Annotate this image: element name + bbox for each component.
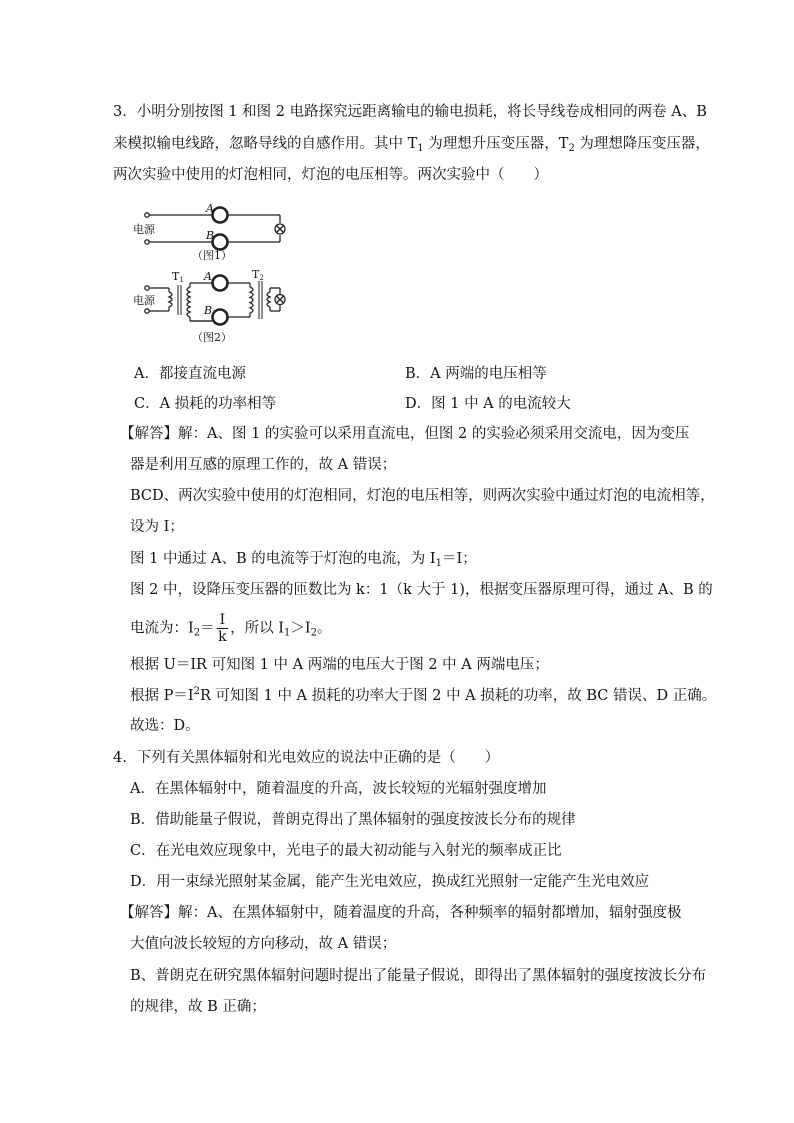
q3-solution-line-6: 图 2 中，设降压变压器的匝数比为 k：1（k 大于 1)，根据变压器原理可得，通过 A、B 的 <box>130 582 713 598</box>
q3-solution-line-9: 根据 $P=I^2R$ 可知图 1 中 A 损耗的功率大于图 2 中 A 损耗的功率，故 BC 错误、D 正确。 <box>130 686 717 704</box>
q3-stem-line-1: 3．小明分别按图 1 和图 2 电路探究远距离输电的输电损耗，将长导线卷成相同的两卷 A、B <box>113 104 707 120</box>
q3-solution-line-10: 故选：D。 <box>130 718 200 734</box>
fig1-source-label: 电源 <box>133 223 155 236</box>
q3-option-a: A．都接直流电源 <box>134 366 246 382</box>
q4-option-d: D．用一束绿光照射某金属，能产生光电效应，换成红光照射一定能产生光电效应 <box>130 874 650 890</box>
q4-solution-line-4: 的规律，故 B 正确； <box>130 999 266 1015</box>
q3-stem-line-3: 两次实验中使用的灯泡相同，灯泡的电压相等。两次实验中（ ） <box>113 167 548 183</box>
fig2-source-label: 电源 <box>133 294 155 307</box>
q3-solution-line-4: 设为 I； <box>130 519 184 535</box>
fig1-coil-a-label: A <box>206 202 214 215</box>
fig1-coil-b-label: B <box>206 229 215 242</box>
q4-solution-line-3: B、普朗克在研究黑体辐射问题时提出了能量子假说，即得出了黑体辐射的强度按波长分布 <box>130 968 707 984</box>
q4-option-a: A．在黑体辐射中，随着温度的升高，波长较短的光辐射强度增加 <box>130 781 547 797</box>
fig2-coil-a-label: A <box>204 270 212 283</box>
q3-solution-line-5: 图 1 中通过 A、B 的电流等于灯泡的电流，为 $I_1=I$； <box>130 551 477 569</box>
circuit-figure <box>128 195 318 347</box>
q3-solution-line-1: 【解答】解：A、图 1 的实验可以采用直流电，但图 2 的实验必须采用交流电，因为变压 <box>120 426 690 442</box>
q3-option-b: B．A 两端的电压相等 <box>405 366 547 382</box>
q3-solution-line-8: 根据 U＝IR 可知图 1 中 A 两端的电压大于图 2 中 A 两端电压； <box>130 657 549 673</box>
q3-solution-line-2: 器是利用互感的原理工作的，故 A 错误； <box>130 457 397 473</box>
q4-solution-line-1: 【解答】解：A、在黑体辐射中，随着温度的升高，各种频率的辐射都增加，辐射强度极 <box>120 905 682 921</box>
q3-stem-line-2: 来模拟输电线路，忽略导线的自感作用。其中 $T_1$ 为理想升压变压器，$T_2$ 为理想降压变压器， <box>113 136 710 154</box>
fig1-caption: （图1） <box>192 249 232 262</box>
q3-option-c: C．A 损耗的功率相等 <box>134 396 277 412</box>
q3-option-d: D．图 1 中 A 的电流较大 <box>405 396 571 412</box>
q4-option-b: B．借助能量子假说，普朗克得出了黑体辐射的强度按波长分布的规律 <box>130 812 576 828</box>
t1-label: T1 <box>172 270 184 284</box>
q4-stem: 4．下列有关黑体辐射和光电效应的说法中正确的是（ ） <box>113 750 500 766</box>
fig2-caption: （图2） <box>192 331 232 344</box>
current-fraction: $\frac{I}{k}$ <box>218 612 227 645</box>
q4-option-c: C．在光电效应现象中，光电子的最大初动能与入射光的频率成正比 <box>130 843 562 859</box>
q4-solution-line-2: 大值向波长较短的方向移动，故 A 错误； <box>130 936 397 952</box>
q3-solution-line-7: 电流为：$I_2=$ $\frac{I}{k}$ ，所以 $I_1>I_2$。 <box>130 612 332 645</box>
q3-solution-line-3: BCD、两次实验中使用的灯泡相同，灯泡的电压相等，则两次实验中通过灯泡的电流相等， <box>130 488 715 504</box>
fig2-coil-b-label: B <box>204 304 213 317</box>
t2-label: T2 <box>252 268 264 282</box>
